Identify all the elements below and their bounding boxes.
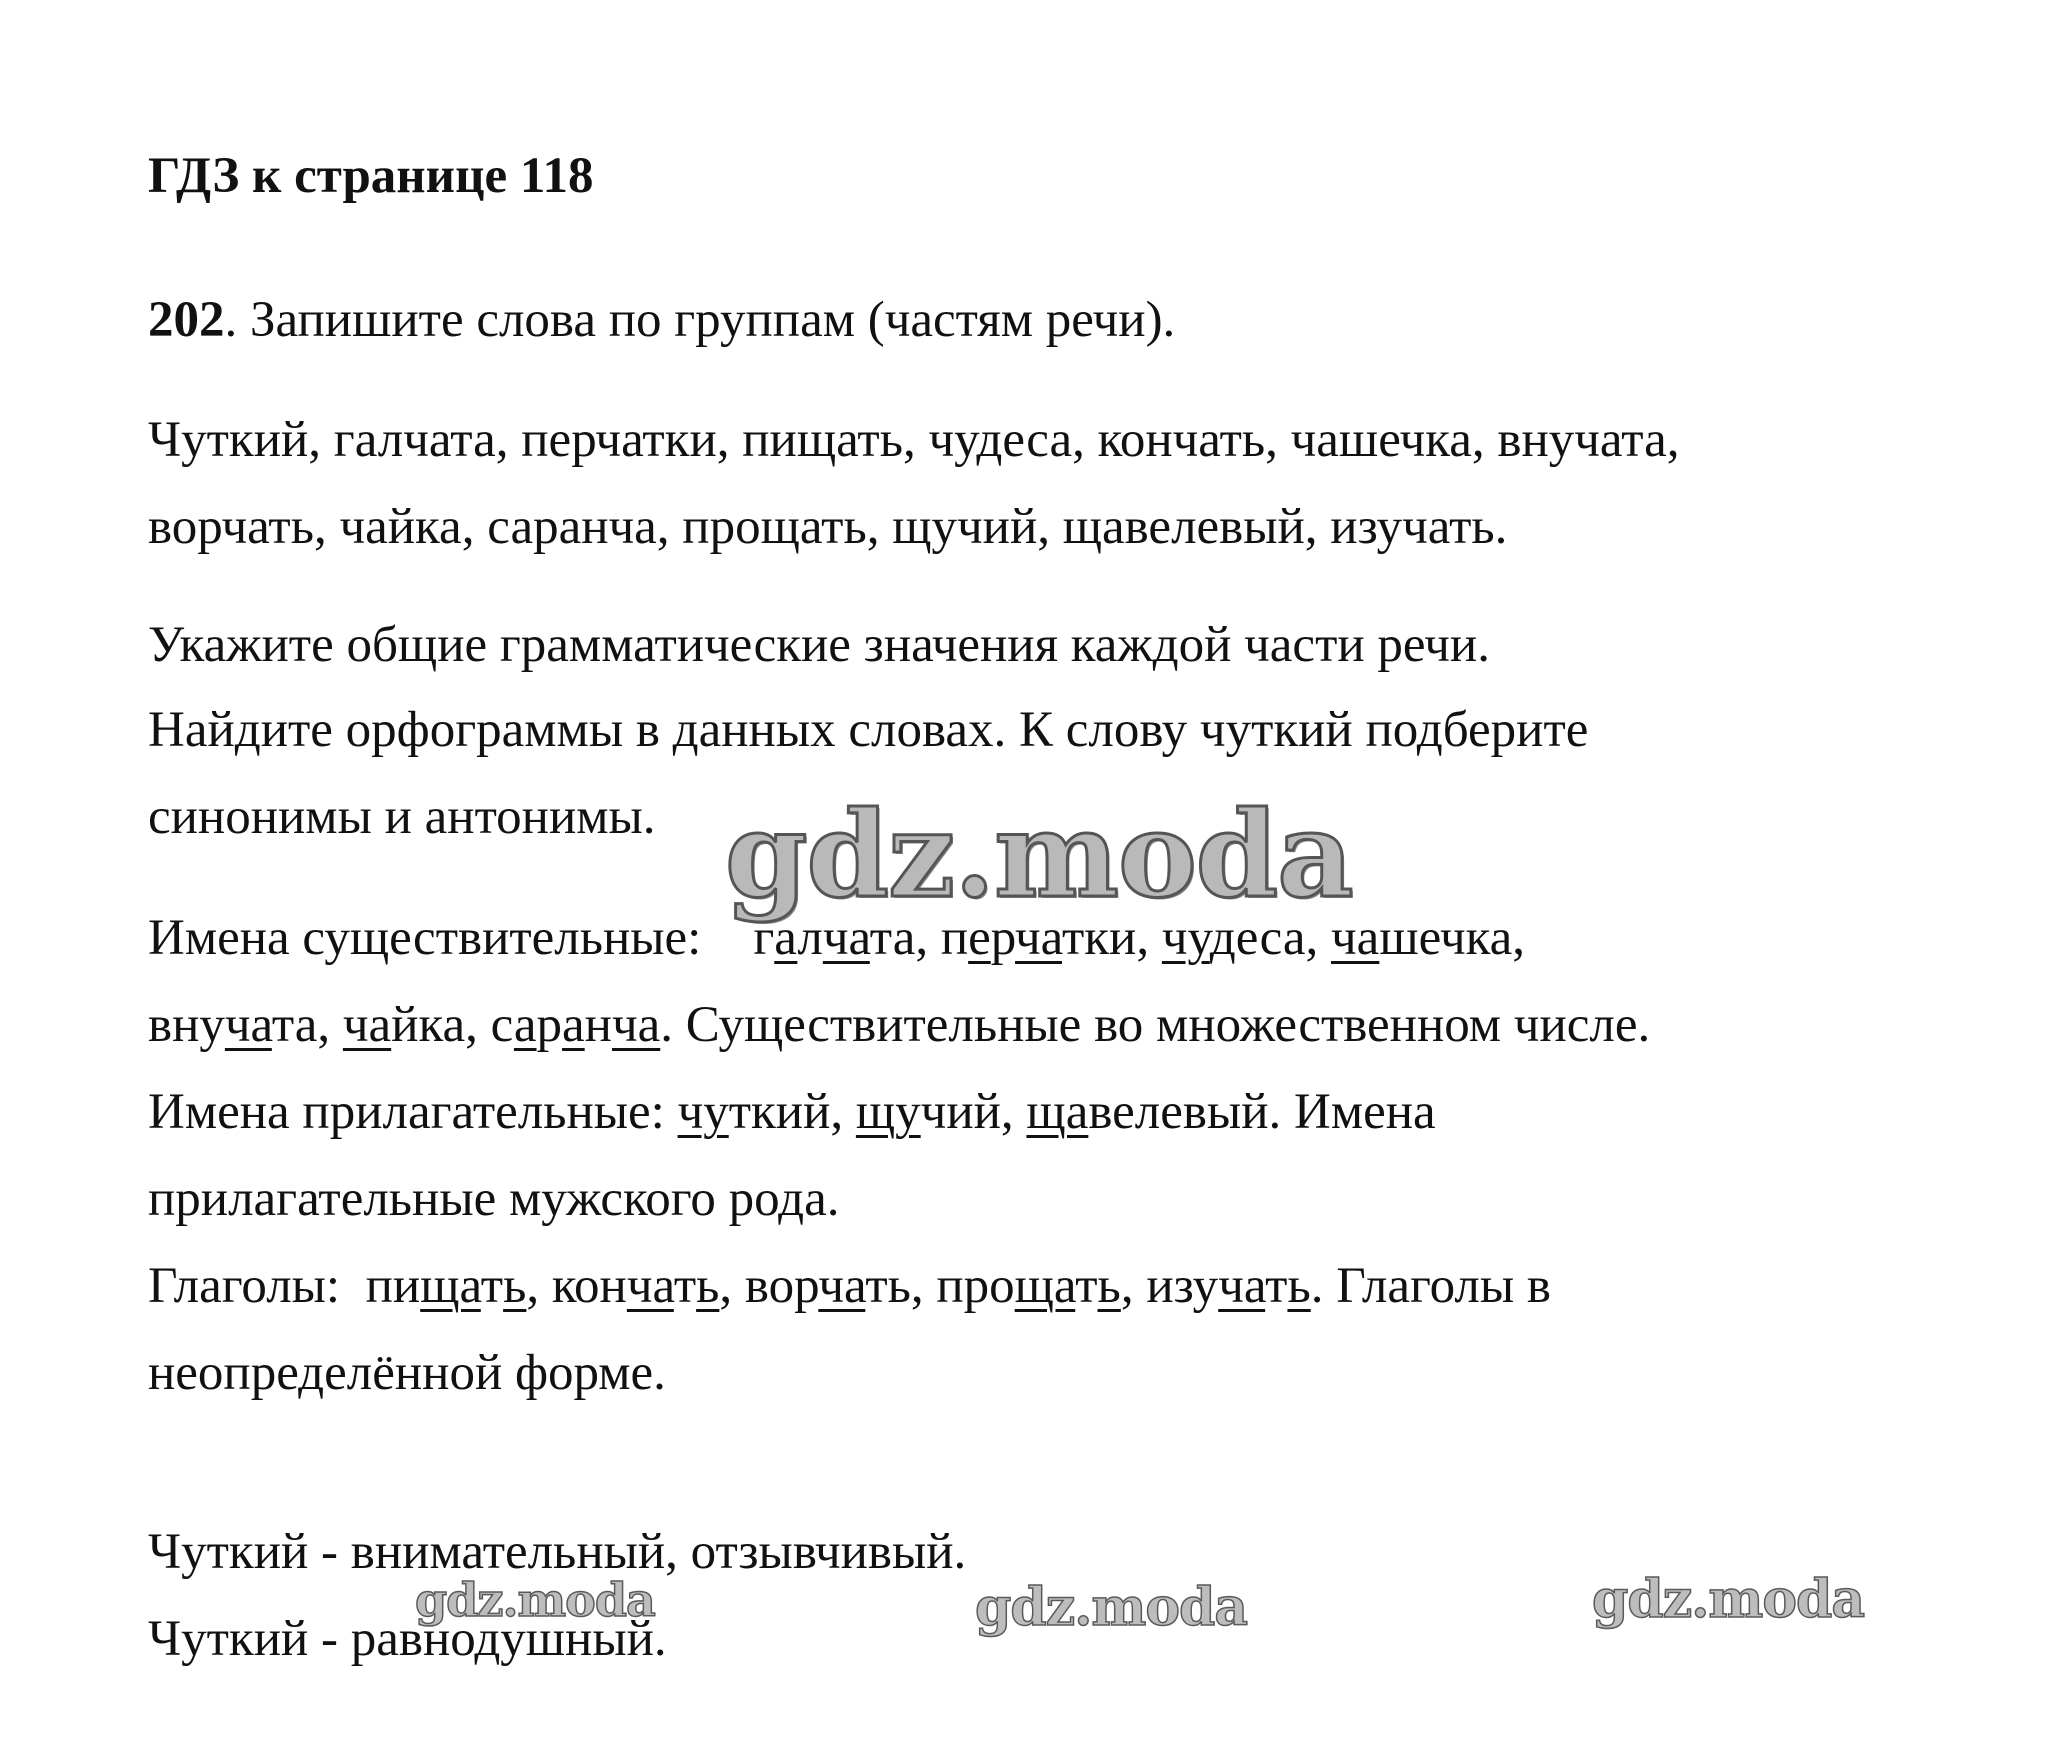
instruction-line-3: синонимы и антонимы. [148,789,656,845]
noun-word: саранча. Существительные во множественном числе. [490,997,1651,1053]
watermark-small-right: gdz.moda [1592,1569,1865,1630]
verb-word: кончать, [551,1258,745,1314]
adjectives-line-1 [148,1082,1436,1142]
watermark-small-left: gdz.moda [415,1573,655,1627]
instruction-line-2: Найдите орфограммы в данных словах. К слову чуткий подберите [148,702,1589,758]
task-statement [148,290,1175,350]
verbs-line-1 [148,1256,1551,1316]
verb-word: ворчать, [744,1258,937,1314]
adjective-word: чуткий, [677,1084,856,1140]
adjective-word: щучий, [855,1084,1027,1140]
noun-word: галчата, [753,910,941,966]
adjectives-line-2: прилагательные мужского рода. [148,1171,840,1227]
verbs-label: Глаголы: [148,1258,366,1314]
verb-word: прощать, [936,1258,1147,1314]
noun-word: внучата, [148,997,343,1053]
word-list-line-2: ворчать, чайка, саранча, прощать, щучий, щавелевый, изучать. [148,499,1508,555]
task-number: 202 [148,292,225,348]
page-heading: ГДЗ к странице 118 [148,148,594,204]
verb-word: пищать, [365,1258,552,1314]
word-list-line-1: Чуткий, галчата, перчатки, пищать, чудеса, кончать, чашечка, внучата, [148,412,1680,468]
verbs-line-2: неопределённой форме. [148,1345,666,1401]
instruction-line-1: Укажите общие грамматические значения каждой части речи. [148,617,1490,673]
verb-word: изучать. Глаголы в [1146,1258,1551,1314]
synonyms-line: Чуткий - внимательный, отзывчивый. [148,1524,967,1580]
watermark-small-center: gdz.moda [975,1577,1248,1638]
noun-word: чайка, [342,997,491,1053]
antonyms-line: Чуткий - равнодушный. [148,1611,667,1667]
watermark-large: gdz.moda [725,785,1353,924]
noun-word: перчатки, [940,910,1162,966]
noun-word: чудеса, [1161,910,1332,966]
adjective-word: щавелевый. Имена [1026,1084,1436,1140]
adjectives-label: Имена прилагательные: [148,1084,678,1140]
task-text: . Запишите слова по группам (частям речи). [224,292,1176,348]
nouns-line-2 [148,995,1650,1055]
noun-word: чашечка, [1331,910,1526,966]
nouns-label: Имена существительные: [148,910,702,966]
